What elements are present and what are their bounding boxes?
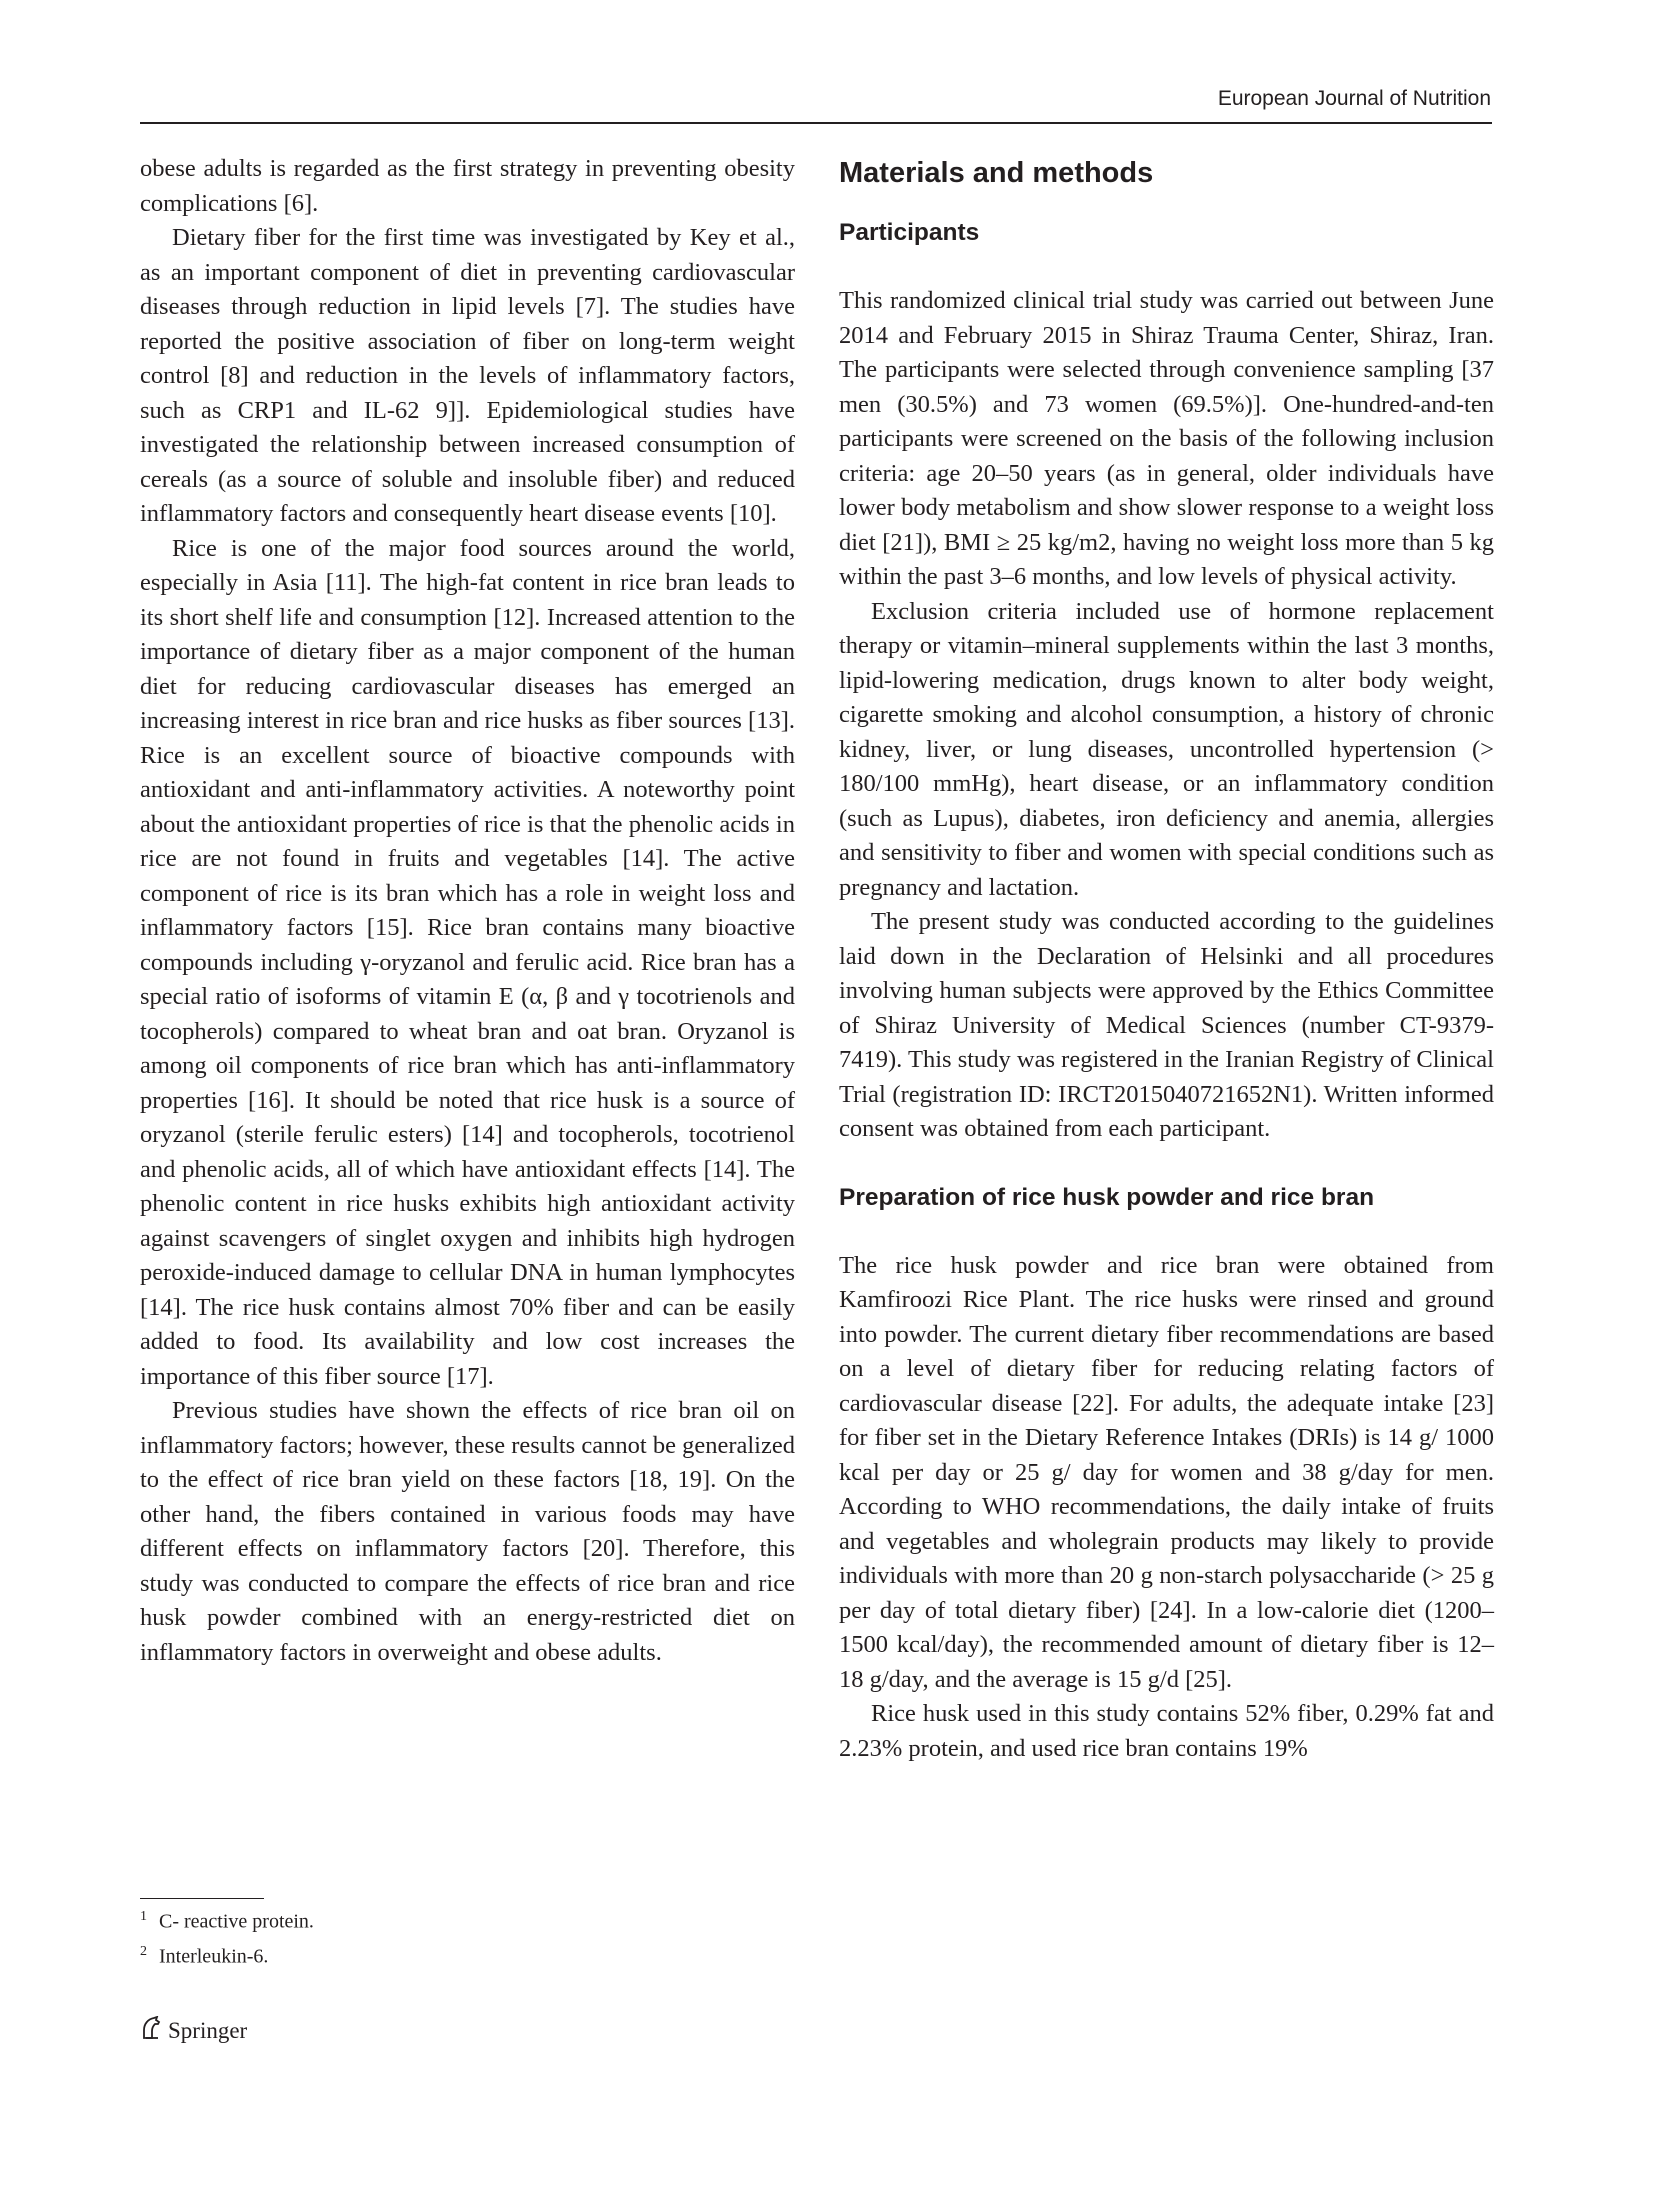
springer-horse-icon	[140, 2016, 162, 2046]
publisher-name: Springer	[168, 2018, 248, 2043]
footnote-text: Interleukin-6.	[159, 1945, 269, 1968]
footnote-number: 1	[140, 1909, 147, 1924]
publisher-logo	[140, 2016, 247, 2046]
section-heading-methods: Materials and methods	[839, 157, 1154, 189]
right-column	[839, 152, 1494, 1766]
journal-name: European Journal of Nutrition	[1217, 87, 1491, 110]
paragraph-preparation: The rice husk powder and rice bran were obtained from Kamfiroozi Rice Plant. The rice husks were rinsed and ground into powder. The current dietary fiber recommendations are based on a level of dietary fiber for reducing relating factors of cardiovascular disease [22]. For adults, the adequate intake [23] for fiber set in the Dietary Reference Intakes (DRIs) is 14 g/ 1000 kcal per day or 25 g/ day for women and 38 g/day for men. According to WHO recommendations, the daily intake of fruits and vegetables and wholegrain products may likely to provide individuals with more than 20 g non-starch polysaccharide (> 25 g per day of total dietary fiber) [24]. In a low-calorie diet (1200–1500 kcal/day), the recommended amount of dietary fiber is 12–18 g/day, and the average is 15 g/d [25].	[839, 1251, 1494, 1693]
footnote-text: C- reactive protein.	[159, 1910, 314, 1933]
paragraph-composition: Rice husk used in this study contains 52% fiber, 0.29% fat and 2.23% protein, and used rice bran contains 19%	[839, 1700, 1494, 1762]
footnote-number: 2	[140, 1944, 147, 1959]
paragraph-dietary-fiber: Dietary fiber for the first time was investigated by Key et al., as an important component of diet in preventing cardiovascular diseases through reduction in lipid levels [7]. The studies have reported the positive association of fiber on long-term weight control [8] and reduction in the levels of inflammatory factors, such as CRP1 and IL-62 9]]. Epidemiological studies have investigated the relationship between increased consumption of cereals (as a source of soluble and insoluble fiber) and reduced inflammatory factors and consequently heart disease events [10].	[140, 224, 795, 527]
paragraph-ethics: The present study was conducted according to the guidelines laid down in the Declaration of Helsinki and all procedures involving human subjects were approved by the Ethics Committee of Shiraz University of Medical Sciences (number CT-9379-7419). This study was registered in the Iranian Registry of Clinical Trial (registration ID: IRCT2015040721652N1). Written informed consent was obtained from each participant.	[839, 908, 1494, 1142]
paragraph-intro-end: obese adults is regarded as the first strategy in preventing obesity complications [6].	[140, 155, 795, 217]
subsection-heading-participants: Participants	[839, 219, 980, 246]
footnote-rule	[140, 1898, 264, 1899]
paragraph-previous-studies: Previous studies have shown the effects of rice bran oil on inflammatory factors; however, these results cannot be generalized to the effect of rice bran yield on these factors [18, 19]. On the other hand, the fibers contained in various foods may have different effects on inflammatory factors [20]. Therefore, this study was conducted to compare the effects of rice bran and rice husk powder combined with an energy-restricted diet on inflammatory factors in overweight and obese adults.	[140, 1397, 795, 1666]
paragraph-exclusion: Exclusion criteria included use of hormone replacement therapy or vitamin–mineral supplements within the last 3 months, lipid-lowering medication, drugs known to alter body weight, cigarette smoking and alcohol consumption, a history of chronic kidney, liver, or lung diseases, uncontrolled hypertension (> 180/100 mmHg), heart disease, or an inflammatory condition (such as Lupus), diabetes, iron deficiency and anemia, allergies and sensitivity to fiber and women with special conditions such as pregnancy and lactation.	[839, 597, 1494, 901]
footnote-1	[140, 1904, 314, 1935]
subsection-heading-preparation: Preparation of rice husk powder and rice bran	[839, 1183, 1375, 1211]
paragraph-rice: Rice is one of the major food sources around the world, especially in Asia [11]. The high-fat content in rice bran leads to its short shelf life and consumption [12]. Increased attention to the importance of dietary fiber as a major component of the human diet for reducing cardiovascular diseases has emerged an increasing interest in rice bran and rice husks as fiber sources [13]. Rice is an excellent source of bioactive compounds with antioxidant and anti-inflammatory activities. A noteworthy point about the antioxidant properties of rice is that the phenolic acids in rice are not found in fruits and vegetables [14]. The active component of rice is its bran which has a role in weight loss and inflammatory factors [15]. Rice bran contains many bioactive compounds including γ-oryzanol and ferulic acid. Rice bran has a special ratio of isoforms of vitamin E (α, β and γ tocotrienols and tocopherols) compared to wheat bran and oat bran. Oryzanol is among oil components of rice bran which has anti-inflammatory properties [16]. It should be noted that rice husk is a source of oryzanol (sterile ferulic esters) [14] and tocopherols, tocotrienol and phenolic acids, all of which have antioxidant effects [14]. The phenolic content in rice husks exhibits high antioxidant activity against scavengers of singlet oxygen and inhibits high hydrogen peroxide-induced damage to cellular DNA in human lymphocytes [14]. The rice husk contains almost 70% fiber and can be easily added to food. Its availability and low cost increases the importance of this fiber source [17].	[140, 534, 795, 1390]
footnote-2	[140, 1939, 268, 1970]
header-rule	[140, 122, 1492, 124]
paragraph-participants: This randomized clinical trial study was carried out between June 2014 and February 2015 in Shiraz Trauma Center, Shiraz, Iran. The participants were selected through convenience sampling [37 men (30.5%) and 73 women (69.5%)]. One-hundred-and-ten participants were screened on the basis of the following inclusion criteria: age 20–50 years (as in general, older individuals have lower body metabolism and show slower response to a weight loss diet [21]), BMI ≥ 25 kg/m2, having no weight loss more than 5 kg within the past 3–6 months, and low levels of physical activity.	[839, 287, 1494, 590]
left-column	[140, 152, 795, 1670]
